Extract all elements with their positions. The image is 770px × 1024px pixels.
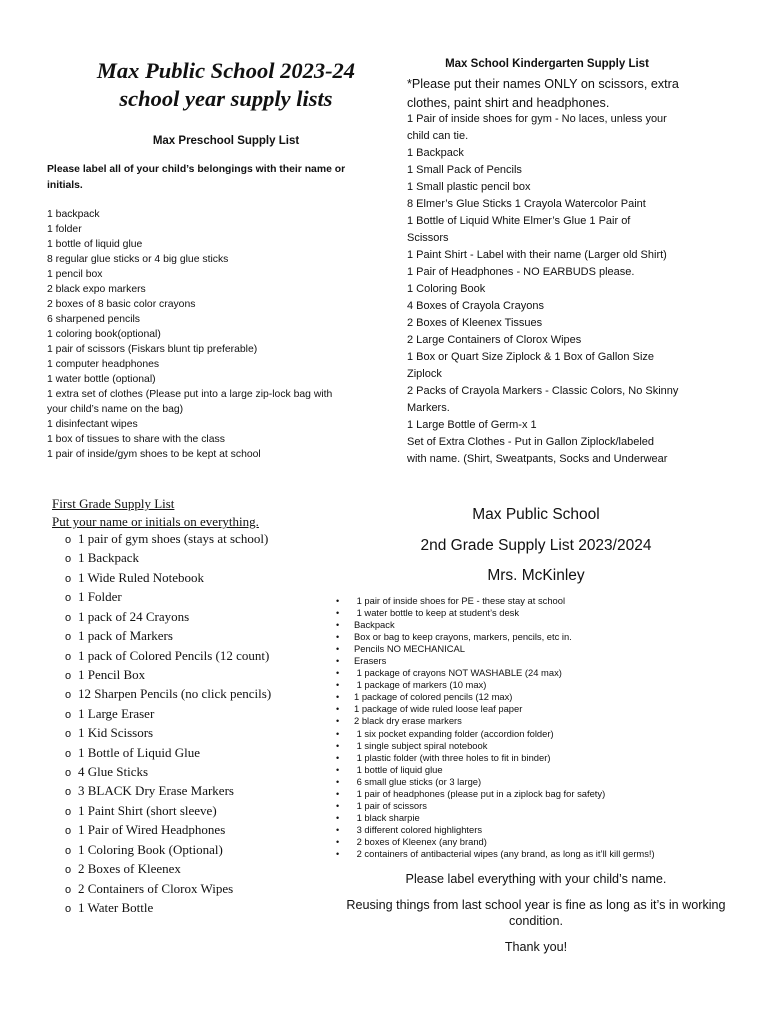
list-bullet: • bbox=[336, 800, 340, 811]
list-item-text: 1 plastic folder (with three holes to fit in binder) bbox=[354, 751, 551, 763]
list-bullet: • bbox=[336, 656, 340, 667]
list-bullet: • bbox=[336, 788, 340, 799]
list-item-text: 1 pair of headphones (please put in a ziplock bag for safety) bbox=[354, 787, 606, 799]
preschool-list-item bbox=[47, 387, 367, 402]
second-grade-list-item bbox=[336, 703, 736, 715]
list-bullet: o bbox=[65, 650, 72, 663]
list-bullet: • bbox=[336, 692, 340, 703]
list-item-text: 1 package of crayons NOT WASHABLE (24 max) bbox=[354, 667, 562, 679]
list-item-text: 1 Pair of Headphones - NO EARBUDS please. bbox=[407, 266, 635, 278]
second-grade-list-item bbox=[336, 800, 736, 812]
preschool-supply-list bbox=[47, 207, 367, 462]
list-item-text: 2 Large Containers of Clorox Wipes bbox=[407, 334, 582, 346]
second-grade-list-item bbox=[336, 752, 736, 764]
list-bullet: • bbox=[336, 752, 340, 763]
kindergarten-list-item bbox=[407, 383, 707, 400]
list-item-text: 1 water bottle to keep at student’s desk bbox=[354, 607, 520, 619]
list-item-text: 1 package of markers (10 max) bbox=[354, 679, 487, 691]
list-item-text: 1 Large Eraser bbox=[78, 705, 155, 721]
kindergarten-list-item bbox=[407, 111, 707, 128]
list-bullet: • bbox=[336, 848, 340, 859]
first-grade-list-item bbox=[65, 647, 271, 666]
list-bullet: o bbox=[65, 572, 72, 585]
list-bullet: o bbox=[65, 631, 72, 644]
list-item-text: 6 sharpened pencils bbox=[47, 314, 141, 325]
list-bullet: • bbox=[336, 728, 340, 739]
list-item-text: 1 coloring book(optional) bbox=[47, 329, 161, 340]
list-item-text: 1 Small plastic pencil box bbox=[407, 181, 531, 193]
second-grade-list-item bbox=[336, 836, 736, 848]
list-bullet: • bbox=[336, 836, 340, 847]
list-item-text: 2 Packs of Crayola Markers - Classic Colors, No Skinny bbox=[407, 385, 679, 397]
second-grade-teacher: Mrs. McKinley bbox=[487, 567, 585, 584]
list-item-text: 1 Pencil Box bbox=[78, 666, 146, 682]
list-bullet: o bbox=[65, 592, 72, 605]
kindergarten-list-item bbox=[407, 247, 707, 264]
preschool-list-item bbox=[47, 357, 367, 372]
kindergarten-supply-list bbox=[407, 111, 707, 468]
list-item-text: 6 small glue sticks (or 3 large) bbox=[354, 775, 482, 787]
list-item-text: with name. (Shirt, Sweatpants, Socks and Underwear bbox=[407, 453, 668, 465]
list-item-text: Ziplock bbox=[407, 368, 442, 380]
list-item-text: 1 Box or Quart Size Ziplock & 1 Box of Gallon Size bbox=[407, 351, 655, 363]
list-item-text: 1 Wide Ruled Notebook bbox=[78, 569, 204, 585]
list-bullet: o bbox=[65, 786, 72, 799]
list-item-text: 12 Sharpen Pencils (no click pencils) bbox=[78, 686, 272, 702]
list-bullet: o bbox=[65, 844, 72, 857]
list-bullet: o bbox=[65, 708, 72, 721]
list-bullet: • bbox=[336, 764, 340, 775]
preschool-list-item bbox=[47, 402, 367, 417]
second-grade-list-item bbox=[336, 715, 736, 727]
preschool-list-item bbox=[47, 207, 367, 222]
document-title bbox=[46, 57, 406, 113]
list-item-text: Pencils NO MECHANICAL bbox=[354, 643, 465, 655]
list-item-text: 2 Boxes of Kleenex bbox=[78, 861, 181, 877]
list-item-text: Markers. bbox=[407, 402, 450, 414]
list-item-text: 1 water bottle (optional) bbox=[47, 374, 156, 385]
list-item-text: 1 Coloring Book bbox=[407, 283, 486, 295]
list-item-text: 1 Pair of Wired Headphones bbox=[78, 822, 226, 838]
first-grade-heading: First Grade Supply List bbox=[52, 496, 175, 511]
second-grade-thank-you: Thank you! bbox=[504, 940, 568, 954]
list-item-text: 1 folder bbox=[47, 224, 82, 235]
first-grade-list-item bbox=[65, 880, 271, 899]
list-bullet: o bbox=[65, 553, 72, 566]
document-title-line-2: school year supply lists bbox=[119, 86, 333, 111]
first-grade-list-item bbox=[65, 724, 271, 743]
list-bullet: o bbox=[65, 767, 72, 780]
preschool-list-item bbox=[47, 252, 367, 267]
second-grade-reuse-note: Reusing things from last school year is fine as long as it’s in working condition. bbox=[346, 898, 726, 928]
list-item-text: 1 single subject spiral notebook bbox=[354, 739, 488, 751]
first-grade-supply-list bbox=[65, 530, 271, 918]
first-grade-list-item bbox=[65, 899, 271, 918]
list-bullet: o bbox=[65, 883, 72, 896]
list-item-text: 1 pencil box bbox=[47, 269, 103, 280]
second-grade-list-item bbox=[336, 631, 736, 643]
list-bullet: o bbox=[65, 864, 72, 877]
list-bullet: • bbox=[336, 776, 340, 787]
second-grade-list-item bbox=[336, 812, 736, 824]
list-item-text: 4 Boxes of Crayola Crayons bbox=[407, 300, 544, 312]
list-bullet: • bbox=[336, 716, 340, 727]
document-title-line-1: Max Public School 2023-24 bbox=[96, 58, 356, 83]
list-item-text: 1 Paint Shirt (short sleeve) bbox=[78, 802, 217, 818]
list-item-text: 1 Folder bbox=[78, 589, 122, 605]
list-item-text: 1 pair of inside shoes for PE - these stay at school bbox=[354, 595, 566, 606]
list-item-text: 2 Containers of Clorox Wipes bbox=[78, 880, 234, 896]
second-grade-list-item bbox=[336, 667, 736, 679]
second-grade-list-item bbox=[336, 643, 736, 655]
list-item-text: child can tie. bbox=[407, 130, 469, 142]
list-item-text: 1 pair of scissors (Fiskars blunt tip preferable) bbox=[47, 344, 258, 355]
preschool-list-item bbox=[47, 267, 367, 282]
list-item-text: 1 pack of Colored Pencils (12 count) bbox=[78, 647, 270, 663]
second-grade-list-item bbox=[336, 788, 736, 800]
list-bullet: • bbox=[336, 632, 340, 643]
first-grade-list-item bbox=[65, 627, 271, 646]
kindergarten-list-item bbox=[407, 400, 707, 417]
list-item-text: Backpack bbox=[354, 619, 395, 631]
list-item-text: 2 Boxes of Kleenex Tissues bbox=[407, 317, 543, 329]
kindergarten-list-item bbox=[407, 179, 707, 196]
kindergarten-list-item bbox=[407, 128, 707, 145]
first-grade-list-item bbox=[65, 549, 271, 568]
list-bullet: • bbox=[336, 740, 340, 751]
preschool-list-item bbox=[47, 222, 367, 237]
preschool-note: Please label all of your child’s belongings with their name or initials. bbox=[47, 164, 346, 191]
list-item-text: 1 disinfectant wipes bbox=[47, 419, 138, 430]
first-grade-subheading: Put your name or initials on everything. bbox=[52, 514, 259, 529]
list-item-text: 1 backpack bbox=[47, 209, 100, 220]
preschool-list-item bbox=[47, 417, 367, 432]
first-grade-list-item bbox=[65, 569, 271, 588]
first-grade-list-item bbox=[65, 705, 271, 724]
first-grade-list-item bbox=[65, 802, 271, 821]
second-grade-list-item bbox=[336, 824, 736, 836]
preschool-list-item bbox=[47, 282, 367, 297]
list-item-text: 1 six pocket expanding folder (accordion folder) bbox=[354, 727, 554, 739]
kindergarten-list-item bbox=[407, 298, 707, 315]
preschool-heading: Max Preschool Supply List bbox=[152, 135, 300, 147]
list-item-text: 1 Pair of inside shoes for gym - No laces, unless your bbox=[407, 113, 667, 125]
second-grade-list-item bbox=[336, 595, 736, 607]
list-item-text: 1 Kid Scissors bbox=[78, 725, 154, 741]
list-bullet: • bbox=[336, 608, 340, 619]
list-item-text: 1 computer headphones bbox=[47, 359, 160, 370]
list-bullet: • bbox=[336, 812, 340, 823]
kindergarten-list-item bbox=[407, 196, 707, 213]
preschool-list-item bbox=[47, 432, 367, 447]
second-grade-list-item bbox=[336, 740, 736, 752]
list-item-text: 1 box of tissues to share with the class bbox=[47, 434, 225, 445]
list-item-text: 8 Elmer’s Glue Sticks 1 Crayola Watercolor Paint bbox=[407, 198, 646, 210]
preschool-list-item bbox=[47, 237, 367, 252]
kindergarten-list-item bbox=[407, 264, 707, 281]
list-item-text: 1 extra set of clothes (Please put into a large zip-lock bag with bbox=[47, 389, 333, 400]
list-item-text: Erasers bbox=[354, 655, 387, 667]
list-item-text: 1 Bottle of Liquid White Elmer’s Glue 1 Pair of bbox=[407, 215, 631, 227]
list-bullet: • bbox=[336, 680, 340, 691]
kindergarten-list-item bbox=[407, 451, 707, 468]
second-grade-list-item bbox=[336, 607, 736, 619]
second-grade-list-item bbox=[336, 655, 736, 667]
list-item-text: 1 bottle of liquid glue bbox=[354, 763, 443, 775]
first-grade-list-item bbox=[65, 685, 271, 704]
list-item-text: 1 Water Bottle bbox=[78, 900, 154, 916]
list-item-text: 3 different colored highlighters bbox=[354, 823, 483, 835]
kindergarten-list-item bbox=[407, 281, 707, 298]
kindergarten-heading: Max School Kindergarten Supply List bbox=[445, 58, 649, 70]
second-grade-list-item bbox=[336, 728, 736, 740]
list-item-text: 1 bottle of liquid glue bbox=[47, 239, 143, 250]
list-bullet: • bbox=[336, 704, 340, 715]
list-item-text: 1 black sharpie bbox=[354, 811, 420, 823]
list-item-text: your child’s name on the bag) bbox=[47, 404, 184, 415]
list-bullet: o bbox=[65, 689, 72, 702]
first-grade-list-item bbox=[65, 841, 271, 860]
list-item-text: 1 Paint Shirt - Label with their name (Larger old Shirt) bbox=[407, 249, 667, 261]
second-grade-school-name: Max Public School bbox=[472, 506, 600, 523]
list-item-text: 2 black expo markers bbox=[47, 284, 146, 295]
second-grade-list-item bbox=[336, 776, 736, 788]
list-item-text: 1 pack of Markers bbox=[78, 628, 173, 644]
first-grade-list-item bbox=[65, 588, 271, 607]
list-item-text: Set of Extra Clothes - Put in Gallon Ziplock/labeled bbox=[407, 436, 655, 448]
list-bullet: o bbox=[65, 805, 72, 818]
kindergarten-list-item bbox=[407, 230, 707, 247]
kindergarten-list-item bbox=[407, 349, 707, 366]
list-item-text: 3 BLACK Dry Erase Markers bbox=[78, 783, 234, 799]
preschool-list-item bbox=[47, 342, 367, 357]
list-item-text: 1 Bottle of Liquid Glue bbox=[78, 744, 201, 760]
list-item-text: 1 pair of gym shoes (stays at school) bbox=[78, 531, 269, 546]
kindergarten-list-item bbox=[407, 434, 707, 451]
list-bullet: • bbox=[336, 824, 340, 835]
preschool-list-item bbox=[47, 297, 367, 312]
list-item-text: 1 Backpack bbox=[78, 550, 140, 566]
first-grade-list-item bbox=[65, 860, 271, 879]
first-grade-list-item bbox=[65, 608, 271, 627]
second-grade-title: 2nd Grade Supply List 2023/2024 bbox=[420, 537, 652, 554]
list-item-text: 2 containers of antibacterial wipes (any brand, as long as it’ll kill germs!) bbox=[354, 847, 655, 859]
preschool-list-item bbox=[47, 447, 367, 462]
list-bullet: o bbox=[65, 611, 72, 624]
first-grade-list-item bbox=[65, 782, 271, 801]
list-item-text: 1 package of wide ruled loose leaf paper bbox=[354, 703, 523, 715]
list-bullet: • bbox=[336, 596, 340, 606]
second-grade-list-item bbox=[336, 848, 736, 860]
preschool-list-item bbox=[47, 327, 367, 342]
list-item-text: Scissors bbox=[407, 232, 449, 244]
kindergarten-list-item bbox=[407, 213, 707, 230]
preschool-list-item bbox=[47, 312, 367, 327]
list-item-text: 1 Small Pack of Pencils bbox=[407, 164, 522, 176]
list-bullet: o bbox=[65, 534, 72, 546]
list-bullet: o bbox=[65, 903, 72, 916]
list-item-text: 2 boxes of Kleenex (any brand) bbox=[354, 835, 487, 847]
kindergarten-list-item bbox=[407, 145, 707, 162]
kindergarten-list-item bbox=[407, 366, 707, 383]
kindergarten-list-item bbox=[407, 332, 707, 349]
list-item-text: 1 Backpack bbox=[407, 147, 464, 159]
first-grade-list-item bbox=[65, 821, 271, 840]
list-item-text: Box or bag to keep crayons, markers, pencils, etc in. bbox=[354, 631, 572, 643]
second-grade-list-item bbox=[336, 619, 736, 631]
kindergarten-note: *Please put their names ONLY on scissors, extra clothes, paint shirt and headphones. bbox=[407, 77, 679, 110]
first-grade-list-item bbox=[65, 530, 271, 549]
list-bullet: o bbox=[65, 728, 72, 741]
kindergarten-list-item bbox=[407, 417, 707, 434]
list-item-text: 4 Glue Sticks bbox=[78, 764, 149, 780]
list-bullet: o bbox=[65, 747, 72, 760]
list-bullet: o bbox=[65, 669, 72, 682]
list-item-text: 8 regular glue sticks or 4 big glue sticks bbox=[47, 254, 229, 265]
second-grade-supply-list bbox=[336, 595, 736, 860]
list-bullet: • bbox=[336, 644, 340, 655]
first-grade-list-item bbox=[65, 763, 271, 782]
list-item-text: 1 pair of inside/gym shoes to be kept at school bbox=[47, 449, 261, 460]
list-item-text: 1 pack of 24 Crayons bbox=[78, 608, 190, 624]
second-grade-label-note: Please label everything with your child’s name. bbox=[405, 872, 667, 886]
list-item-text: 1 package of colored pencils (12 max) bbox=[354, 691, 513, 703]
list-bullet: • bbox=[336, 668, 340, 679]
kindergarten-list-item bbox=[407, 162, 707, 179]
second-grade-list-item bbox=[336, 764, 736, 776]
first-grade-list-item bbox=[65, 666, 271, 685]
list-item-text: 1 pair of scissors bbox=[354, 799, 427, 811]
list-bullet: o bbox=[65, 825, 72, 838]
list-item-text: 2 black dry erase markers bbox=[354, 715, 462, 727]
preschool-list-item bbox=[47, 372, 367, 387]
second-grade-list-item bbox=[336, 679, 736, 691]
list-item-text: 1 Large Bottle of Germ-x 1 bbox=[407, 419, 537, 431]
list-item-text: 2 boxes of 8 basic color crayons bbox=[47, 299, 196, 310]
list-bullet: • bbox=[336, 620, 340, 631]
first-grade-list-item bbox=[65, 744, 271, 763]
kindergarten-list-item bbox=[407, 315, 707, 332]
second-grade-list-item bbox=[336, 691, 736, 703]
list-item-text: 1 Coloring Book (Optional) bbox=[78, 841, 223, 857]
